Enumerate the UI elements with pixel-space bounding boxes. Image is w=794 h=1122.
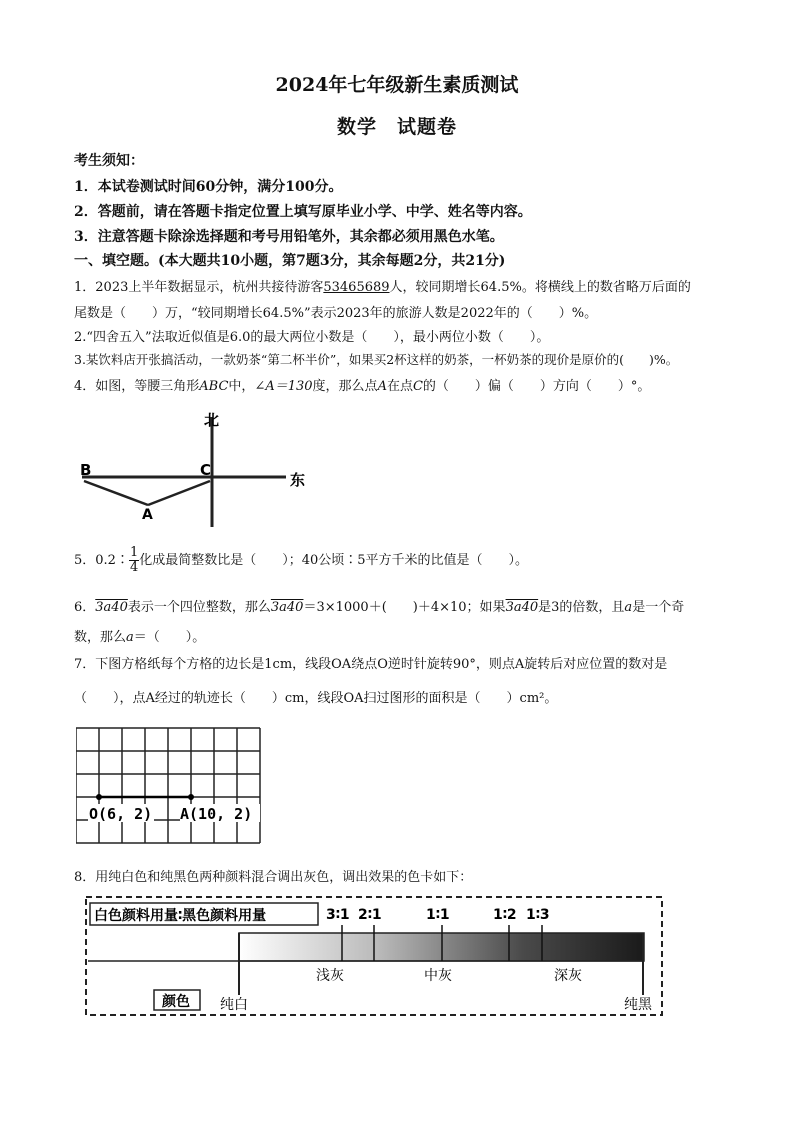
question-5 (74, 546, 528, 575)
mid-gray-label: 中灰 (424, 968, 452, 984)
grid-paper-figure (76, 726, 266, 848)
ratio-tick-label: 1∶2 (493, 907, 517, 923)
notice-item-1: 1．本试卷测试时间60分钟，满分100分。 (74, 179, 343, 195)
q4-triangle-name: ABC (199, 379, 229, 394)
q6-variable-a: a (624, 600, 633, 615)
question-4 (74, 375, 650, 394)
pure-white-label: 纯白 (220, 997, 248, 1013)
question-3: 3.某饮料店开张搞活动，一款奶茶“第二杯半价”，如果买2杯这样的奶茶，一杯奶茶的现价是原价的( )%。 (74, 352, 679, 367)
point-o (96, 794, 102, 800)
ratio-tick-label: 1∶3 (526, 907, 550, 923)
q6-text-b: ＝3×1000＋( )＋4×10；如果 (303, 600, 506, 615)
notice-item-3: 3．注意答题卡除涂选择题和考号用铅笔外，其余都必须用黑色水笔。 (74, 229, 504, 245)
page-subtitle: 数学 试题卷 (336, 116, 457, 138)
q4-point-c: C (412, 379, 423, 394)
q4-point-a: A (377, 379, 387, 394)
q4-text-a: 4．如图，等腰三角形 (74, 379, 200, 394)
dark-gray-label: 深灰 (554, 968, 582, 984)
q1-underlined-number: 53465689 (323, 280, 390, 295)
q6-text-c: 是3的倍数，且 (538, 600, 625, 615)
ratio-tick-label: 1∶1 (426, 907, 450, 923)
point-c-label: C (200, 461, 212, 479)
q6-overline-number-2: 3a40 (270, 600, 304, 615)
point-b-label: B (80, 461, 92, 479)
q1-text-b: 人，较同期增长64.5%。将横线上的数省略万后面的 (389, 280, 691, 295)
section-heading: 一、填空题。(本大题共10小题，第7题3分，其余每题2分，共21分) (74, 253, 506, 269)
question-8: 8．用纯白色和纯黑色两种颜料混合调出灰色，调出效果的色卡如下： (74, 870, 473, 885)
q6-text-a: 表示一个四位整数，那么 (127, 600, 271, 615)
question-1-line-1 (74, 276, 691, 295)
fraction-numerator: 1 (129, 545, 139, 560)
color-label: 颜色 (162, 994, 190, 1010)
light-gray-label: 浅灰 (316, 968, 344, 984)
fraction-denominator: 4 (129, 560, 139, 575)
q4-text-b: 中， (228, 379, 255, 394)
ratio-label: 白色颜料用量∶黑色颜料用量 (94, 908, 267, 924)
label-point-a: A(10, 2) (180, 805, 253, 823)
q6-overline-number-3: 3a40 (505, 600, 539, 615)
q1-text-a: 1．2023上半年数据显示，杭州共接待游客 (74, 280, 324, 295)
q4-text-c: 度，那么点 (312, 379, 378, 394)
north-label: 北 (204, 411, 220, 429)
q6-number: 6． (74, 600, 96, 615)
page-title: 2024年七年级新生素质测试 (275, 74, 519, 96)
point-a (188, 794, 194, 800)
question-7-line-2: （ ），点A经过的轨迹长（ ）cm，线段OA扫过图形的面积是（ ）cm²。 (74, 691, 558, 706)
question-6-line-1 (74, 596, 684, 615)
question-6-line-2 (74, 626, 205, 645)
notice-item-2: 2．答题前，请在答题卡指定位置上填写原毕业小学、中学、姓名等内容。 (74, 204, 532, 220)
question-1-line-2: 尾数是（ ）万，“较同期增长64.5%”表示2023年的旅游人数是2022年的（ ）%。 (74, 306, 598, 321)
question-7-line-1: 7．下图方格纸每个方格的边长是1cm，线段OA绕点O逆时针旋转90°，则点A旋转后对应位置的数对是 (74, 657, 668, 672)
question-2: 2.“四舍五入”法取近似值是6.0的最大两位小数是（ ），最小两位小数（ ）。 (74, 330, 550, 345)
q4-text-e: 的（ ）偏（ ）方向（ ）°。 (422, 379, 651, 394)
q6-overline-number-1: 3a40 (95, 600, 128, 615)
point-a-label: A (142, 507, 153, 523)
label-point-o: O(6, 2) (89, 805, 153, 823)
q5-text-b: 化成最简整数比是（ ）；40公顷∶5平方千米的比值是（ ）。 (139, 553, 529, 568)
compass-triangle-figure (76, 405, 316, 530)
q4-text-d: 在点 (386, 379, 413, 394)
fraction-one-quarter (129, 546, 139, 575)
q6-line2-text-a: 数，那么 (74, 630, 127, 645)
ratio-tick-label: 2∶1 (358, 907, 382, 923)
q6-text-d: 是一个奇 (632, 600, 685, 615)
grid-lines (76, 728, 260, 843)
gray-color-card (84, 895, 666, 1025)
pure-black-label: 纯黑 (624, 997, 652, 1013)
q6-line2-variable: a (126, 630, 134, 645)
notice-heading: 考生须知： (74, 153, 144, 169)
q5-text-a: 5．0.2∶ (74, 553, 129, 568)
q6-line2-text-b: ＝（ ）。 (133, 630, 206, 645)
q4-angle: ∠A＝130 (254, 379, 313, 394)
ratio-tick-label: 3∶1 (326, 907, 350, 923)
east-label: 东 (290, 471, 306, 489)
